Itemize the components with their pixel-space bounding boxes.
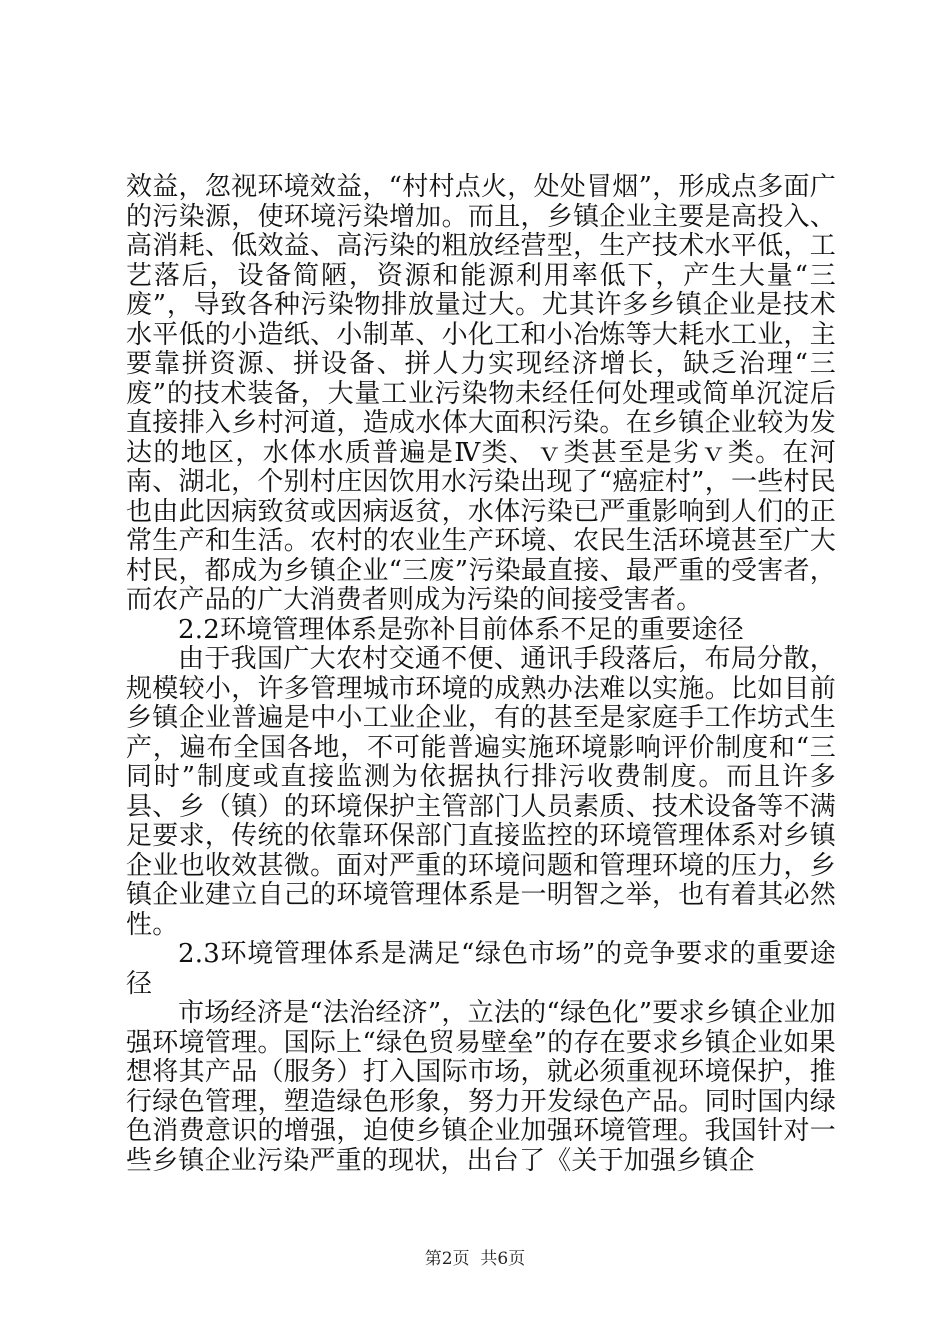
paragraph-continuation: 效益，忽视环境效益，“村村点火，处处冒烟”，形成点多面广的污染源，使环境污染增加。而且，乡镇企业主要是高投入、高消耗、低效益、高污染的粗放经营型，生产技术水平低，工艺落后，设备简陋，资源和能源利用率低下，产生大量“三废”，导致各种污染物排放量过大。尤其许多乡镇企业是技术水平低的小造纸、小制革、小化工和小冶炼等大耗水工业，主要靠拼资源、拼设备、拼人力实现经济增长，缺乏治理“三废”的技术装备，大量工业污染物未经任何处理或简单沉淀后直接排入乡村河道，造成水体大面积污染。在乡镇企业较为发达的地区，水体水质普遍是Ⅳ类、ｖ类甚至是劣ｖ类。在河南、湖北，个别村庄因饮用水污染出现了“癌症村”，一些村民也由此因病致贫或因病返贫，水体污染已严重影响到人们的正常生产和生活。农村的农业生产环境、农民生活环境甚至广大村民，都成为乡镇企业“三废”污染最直接、最严重的受害者，而农产品的广大消费者则成为污染的间接受害者。 <box>126 172 836 615</box>
body-text <box>126 173 836 1176</box>
paragraph-2-2: 由于我国广大农村交通不便、通讯手段落后，布局分散，规模较小，许多管理城市环境的成熟办法难以实施。比如目前乡镇企业普遍是中小工业企业，有的甚至是家庭手工作坊式生产，遍布全国各地，不可能普遍实施环境影响评价制度和“三同时”制度或直接监测为依据执行排污收费制度。而且许多县、乡（镇）的环境保护主管部门人员素质、技术设备等不满足要求，传统的依靠环保部门直接监控的环境管理体系对乡镇企业也收效甚微。面对严重的环境问题和管理环境的压力，乡镇企业建立自己的环境管理体系是一明智之举，也有着其必然性。 <box>126 644 836 940</box>
section-heading-2-2: 2.2环境管理体系是弥补目前体系不足的重要途径 <box>178 614 744 645</box>
page-total: 共6页 <box>480 1249 526 1269</box>
section-heading-2-3: 2.3环境管理体系是满足“绿色市场”的竞争要求的重要途径 <box>126 939 836 999</box>
paragraph-2-3: 市场经济是“法治经济”，立法的“绿色化”要求乡镇企业加强环境管理。国际上“绿色贸易壁垒”的存在要求乡镇企业如果想将其产品（服务）打入国际市场，就必须重视环境保护，推行绿色管理，塑造绿色形象，努力开发绿色产品。同时国内绿色消费意识的增强，迫使乡镇企业加强环境管理。我国针对一些乡镇企业污染严重的现状，出台了《关于加强乡镇企 <box>126 998 836 1176</box>
page-footer <box>0 1244 950 1269</box>
page-number: 第2页 <box>424 1249 470 1269</box>
footer-spacer <box>470 1249 481 1269</box>
